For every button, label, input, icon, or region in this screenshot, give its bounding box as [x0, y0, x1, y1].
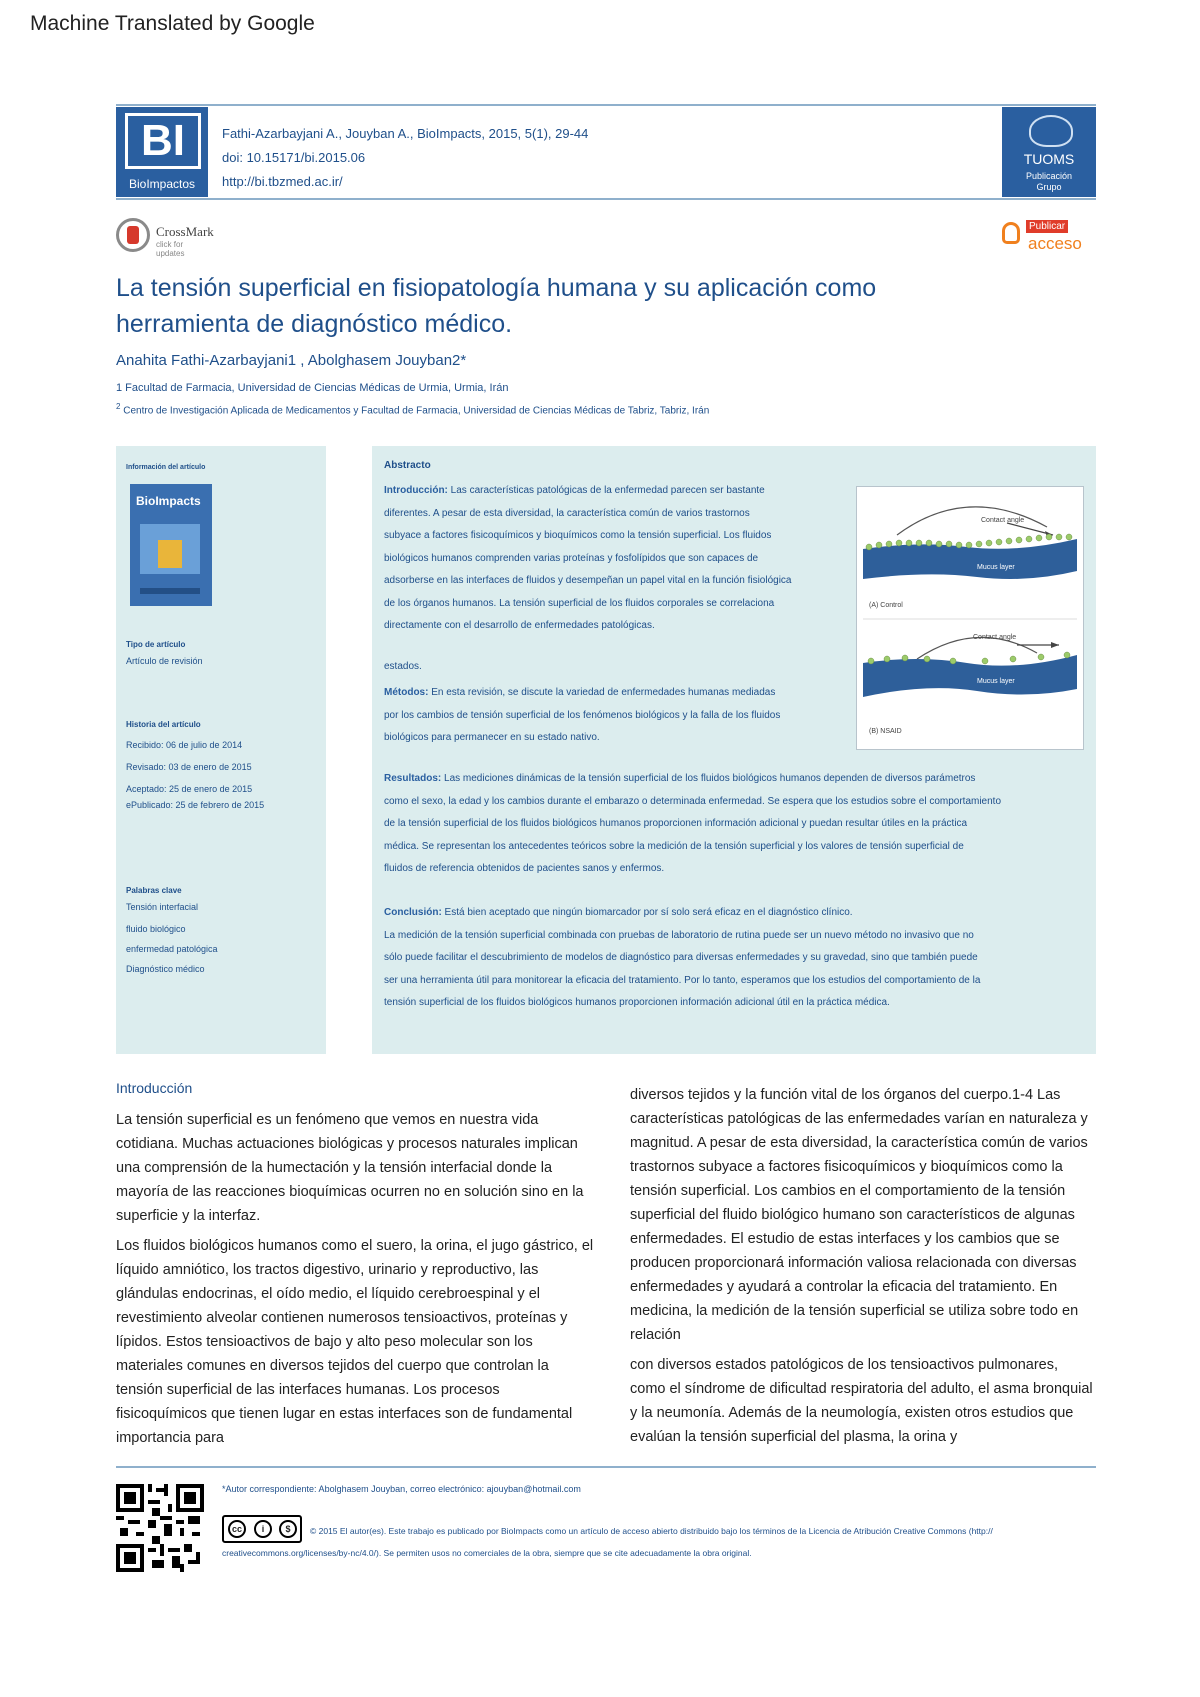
article-type-label: Tipo de artículo: [126, 640, 186, 649]
nc-icon: $: [279, 1520, 297, 1538]
conclusion-label: Conclusión:: [384, 907, 442, 918]
mucus-label-b: Mucus layer: [977, 678, 1015, 685]
open-access-tag: Publicar: [1026, 220, 1068, 233]
intro-line: directamente con el desarrollo de enfermedades patológicas.: [384, 620, 655, 631]
contact-angle-diagram: [857, 487, 1083, 749]
qr-code-icon: [116, 1484, 204, 1572]
arrow-head-b: [1051, 642, 1059, 648]
keyword-item: enfermedad patológica: [126, 944, 218, 954]
bioimpacts-logo: [116, 107, 208, 197]
open-access-text: acceso: [1028, 234, 1082, 253]
methods-line: por los cambios de tensión superficial de los fenómenos biológicos y la falla de los fluidos: [384, 709, 781, 721]
abstract-box: [372, 446, 1096, 1054]
info-heading: Información del artículo: [126, 464, 206, 471]
affiliation-2-text: Centro de Investigación Aplicada de Medicamentos y Facultad de Farmacia, Universidad de Ciencias Médicas de Tabriz, Tabriz, Irán: [123, 405, 710, 417]
mucus-layer-b: [863, 655, 1077, 697]
intro-line: diferentes. A pesar de esta diversidad, la característica común de varios trastornos: [384, 507, 750, 519]
keywords-label: Palabras clave: [126, 886, 182, 895]
title-line-2: herramienta de diagnóstico médico.: [116, 310, 513, 338]
publisher-name: TUOMS: [1023, 151, 1075, 167]
panel-label-b: (B) NSAID: [869, 728, 902, 735]
history-epub: ePublicado: 25 de febrero de 2015: [126, 800, 265, 810]
crossmark-icon: [116, 218, 150, 252]
header-rule-top: [116, 104, 1096, 106]
abstract-results: [384, 768, 1089, 881]
results-line: de la tensión superficial de los fluidos biológicos humanos proporcionen información adicional y puedan resultar útiles en la práctica: [384, 818, 968, 829]
publisher-sub1: Publicación: [1025, 171, 1073, 181]
keyword-item: Tensión interfacial: [126, 902, 199, 912]
conclusion-line: [384, 902, 1089, 925]
body-paragraph: con diversos estados patológicos de los tensioactivos pulmonares, como el síndrome de dificultad respiratoria del adulto, el asma bronquial y la neumonía. Además de la neumología, existen otros estudios que evalúan la tensión superficial del plasma, la orina y: [630, 1357, 1093, 1445]
conclusion-line: tensión superficial de los fluidos biológicos humanos proporcionen información adicional útil en la práctica médica.: [384, 997, 890, 1008]
intro-line: subyace a factores fisicoquímicos y bioquímicos como la tensión superficial. Los fluidos: [384, 530, 772, 541]
logo-name: BioImpactos: [128, 177, 196, 191]
cover-title: BioImpacts: [136, 494, 201, 508]
methods-label: Métodos:: [384, 687, 429, 698]
license-text-line-1: © 2015 El autor(es). Este trabajo es publicado por BioImpacts como un artículo de acceso abierto distribuido bajo los términos de la Licencia de Atribución Creative Commons (http://: [310, 1526, 993, 1536]
body-paragraph: La tensión superficial es un fenómeno que vemos en nuestra vida cotidiana. Muchas actuaciones biológicas y procesos naturales implican una comprensión de la humectación y la tensión interfacial donde la mayoría de las reacciones bioquímicas ocurren no en solución sino en la superficie y la interfaz.: [116, 1112, 584, 1224]
history-received: Recibido: 06 de julio de 2014: [126, 740, 243, 750]
affiliation-2-number: 2: [116, 402, 121, 411]
history-label: Historia del artículo: [126, 720, 201, 729]
conclusion-line-text: Está bien aceptado que ningún biomarcador por sí solo será eficaz en el diagnóstico clínico.: [441, 907, 853, 918]
intro-line: biológicos humanos comprenden varias proteínas y fosfolípidos que son capaces de: [384, 552, 759, 564]
machine-translation-banner: Machine Translated by Google: [30, 12, 315, 35]
citation-block: [222, 122, 588, 194]
tuoms-emblem-icon: [1029, 115, 1073, 147]
license-text-line-2: creativecommons.org/licenses/by-nc/4.0/). Se permiten usos no comerciales de la obra, siempre que se cite adecuadamente la obra original.: [222, 1548, 752, 1558]
abstract-conclusion: [384, 902, 1089, 1015]
open-lock-icon: [1002, 222, 1020, 244]
body-paragraph: diversos tejidos y la función vital de los órganos del cuerpo.1-4 Las características patológicas de las enfermedades varían en naturaleza y magnitud. A pesar de esta diversidad, la característica común de varios trastornos subyace a factores fisicoquímicos y bioquímicos como la tensión superficial. Los cambios en el comportamiento de la tensión superficial del fluido biológico humano son característicos de algunas enfermedades. El estudio de estas interfaces y los cambios que se producen proporcionará información valiosa relacionada con diversas enfermedades y ayudará a controlar la eficacia del tratamiento. En medicina, la medición de la tensión superficial se utiliza sobre todo en relación: [630, 1087, 1088, 1343]
doi-text: doi: 10.15171/bi.2015.06: [222, 150, 366, 165]
article-info-box: [116, 446, 326, 1054]
results-line: [384, 768, 1089, 791]
cc-icon: cc: [228, 1520, 246, 1538]
footer-rule: [116, 1466, 1096, 1468]
results-line: como el sexo, la edad y los cambios durante el embarazo o determinada enfermedad. Se espera que los estudios sobre el comportamiento: [384, 795, 1002, 807]
corresponding-author: *Autor correspondiente: Abolghasem Jouyban, correo electrónico: ajouyban@hotmail.com: [222, 1484, 581, 1494]
conclusion-line: ser una herramienta útil para monitorear la eficacia del tratamiento. Por lo tanto, esperamos que los estudios del comportamiento de la: [384, 974, 981, 986]
citation-text: Fathi-Azarbayjani A., Jouyban A., BioImpacts, 2015, 5(1), 29-44: [222, 126, 589, 141]
cover-art-accent: [158, 540, 182, 568]
methods-line-text: En esta revisión, se discute la variedad de enfermedades humanas mediadas: [428, 687, 776, 698]
keyword-item: Diagnóstico médico: [126, 964, 205, 974]
history-revised: Revisado: 03 de enero de 2015: [126, 762, 252, 772]
crossmark-badge[interactable]: [116, 218, 212, 256]
keyword-item: fluido biológico: [126, 924, 186, 934]
journal-cover-image: [130, 484, 212, 606]
affiliation-2: [116, 402, 709, 416]
intro-label: Introducción:: [384, 485, 448, 496]
intro-line: [384, 480, 854, 503]
intro-line: adsorberse en las interfaces de fluidos y desempeñan un papel vital en la función fisiológica: [384, 575, 792, 586]
open-access-badge: [1002, 218, 1098, 254]
body-left-column: [116, 1108, 594, 1456]
qr-code: [116, 1484, 204, 1572]
publisher-subtitle: [1002, 171, 1096, 193]
body-right-column: [630, 1083, 1096, 1455]
contact-angle-label-b: Contact angle: [973, 634, 1017, 641]
conclusion-line: La medición de la tensión superficial combinada con pruebas de laboratorio de rutina puede ser un nuevo método no invasivo que no: [384, 929, 974, 941]
article-type-value: Artículo de revisión: [126, 656, 203, 666]
publisher-sub2: Grupo: [1036, 182, 1062, 192]
intro-line-text: Las características patológicas de la enfermedad parecen ser bastante: [447, 485, 765, 496]
panel-label-a: (A) Control: [869, 602, 903, 609]
abstract-figure: [856, 486, 1084, 750]
conclusion-line: sólo puede facilitar el descubrimiento de modelos de diagnóstico para diversas enfermedades y su gravedad, sino que también puede: [384, 952, 978, 963]
abstract-introduction: [384, 480, 854, 638]
history-accepted: Aceptado: 25 de enero de 2015: [126, 784, 253, 794]
creative-commons-badge[interactable]: [222, 1515, 302, 1543]
introduction-heading: Introducción: [116, 1080, 193, 1096]
methods-line: [384, 682, 854, 705]
journal-url-link[interactable]: http://bi.tbzmed.ac.ir/: [222, 174, 343, 189]
title-line-1: La tensión superficial en fisiopatología humana y su aplicación como: [116, 274, 877, 302]
methods-line: biológicos para permanecer en su estado nativo.: [384, 732, 600, 743]
article-title: [116, 270, 1016, 342]
intro-line: de los órganos humanos. La tensión superficial de los fluidos corporales se correlaciona: [384, 597, 775, 609]
header-rule-bottom: [116, 198, 1096, 200]
results-line: médica. Se representan los antecedentes teóricos sobre la medición de la tensión superficial y los valores de tensión superficial de: [384, 840, 964, 852]
results-label: Resultados:: [384, 773, 442, 784]
tuoms-logo: [1002, 107, 1096, 197]
cover-band: [140, 588, 200, 594]
contact-angle-label-a: Contact angle: [981, 517, 1025, 524]
abstract-heading: Abstracto: [384, 460, 431, 471]
abstract-methods: [384, 682, 854, 750]
body-paragraph: Los fluidos biológicos humanos como el suero, la orina, el jugo gástrico, el líquido amniótico, los tractos digestivo, urinario y reproductivo, las glándulas endocrinas, el oído medio, el líquido cerebroespinal y el revestimiento alveolar contienen numerosos tensioactivos, proteínas y lípidos. Estos tensioactivos de bajo y alto peso molecular son los materiales comunes en diversos tejidos del cuerpo que controlan la tensión superficial de las interfaces humanas. Los procesos fisicoquímicos que tienen lugar en estas interfaces son de fundamental importancia para: [116, 1238, 594, 1446]
mucus-label-a: Mucus layer: [977, 564, 1015, 571]
affiliation-1: 1 Facultad de Farmacia, Universidad de Ciencias Médicas de Urmia, Urmia, Irán: [116, 382, 509, 394]
results-line: fluidos de referencia obtenidos de pacientes sanos y enfermos.: [384, 863, 665, 874]
crossmark-sublabel: click for updates: [156, 240, 185, 258]
results-line-text: Las mediciones dinámicas de la tensión superficial de los fluidos biológicos humanos dependen de diversos parámetros: [441, 773, 976, 784]
authors: Anahita Fathi-Azarbayjani1 , Abolghasem Jouyban2*: [116, 352, 467, 369]
contact-angle-arc-a: [897, 507, 1047, 535]
by-icon: i: [254, 1520, 272, 1538]
crossmark-label: CrossMark: [156, 224, 214, 239]
logo-mark: BI: [125, 113, 201, 169]
abstract-states: estados.: [384, 661, 422, 672]
